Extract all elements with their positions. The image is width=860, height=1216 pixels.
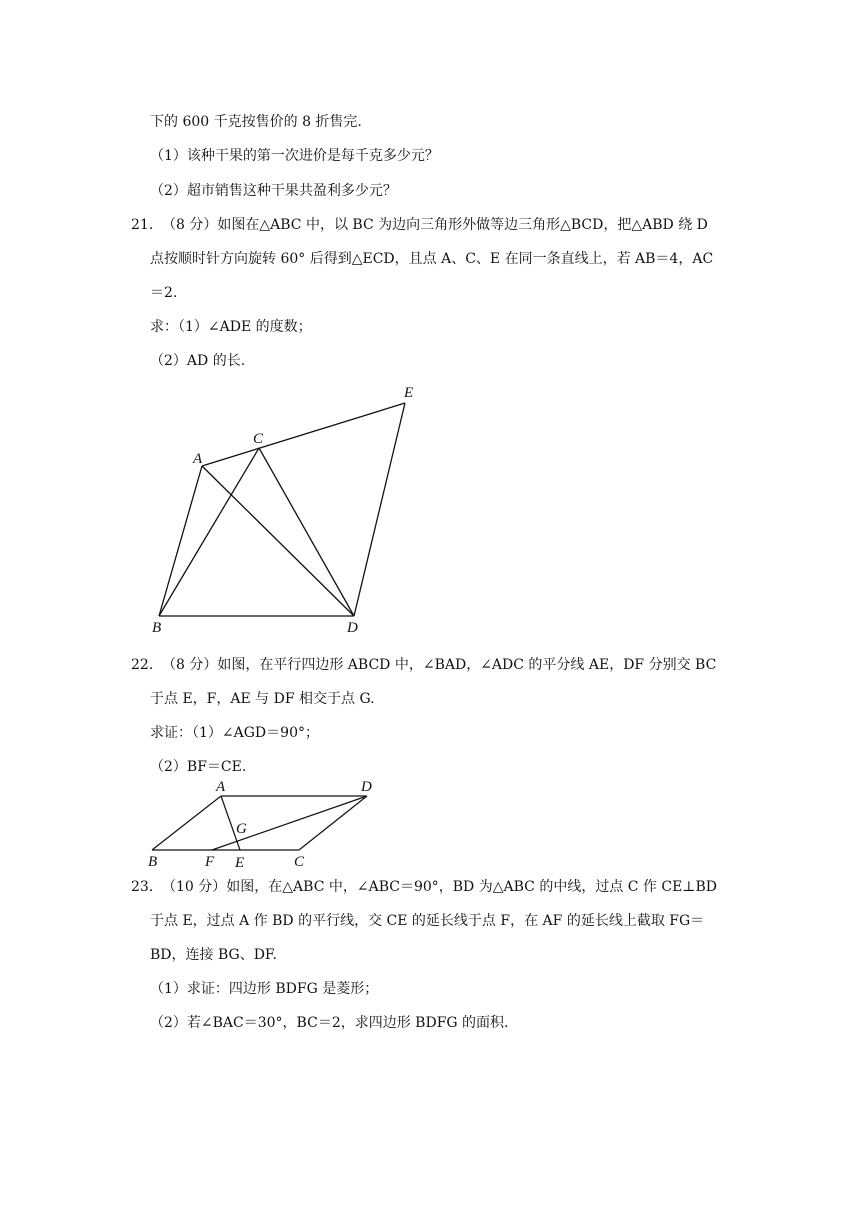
problem-22-number: 22． [131, 657, 163, 673]
segment-CD [299, 796, 367, 850]
problem-21-line-1: （8 分）如图在△ABC 中，以 BC 为边向三角形外做等边三角形△BCD，把△ABD 绕 D [162, 217, 708, 233]
problem-23-line-1: （10 分）如图，在△ABC 中，∠ABC＝90°，BD 为△ABC 的中线，过点 C 作 CE⊥BD [162, 879, 717, 895]
label-E: E [235, 855, 245, 871]
label-G: G [236, 821, 247, 837]
problem-22-ask-1: 求证：（1）∠AGD＝90°； [150, 725, 319, 741]
label-D: D [347, 620, 358, 636]
problem-22-line-1: （8 分）如图，在平行四边形 ABCD 中，∠BAD，∠ADC 的平分线 AE，DF 分别交 BC [162, 657, 717, 673]
problem-22-line-2: 于点 E，F，AE 与 DF 相交于点 G. [150, 691, 375, 707]
label-C: C [253, 431, 264, 447]
problem-23-ask-1: （1）求证：四边形 BDFG 是菱形； [150, 981, 379, 997]
problem-21-number: 21． [131, 217, 163, 233]
problem-21-ask-1: 求：（1）∠ADE 的度数； [150, 319, 312, 335]
label-B: B [152, 620, 162, 636]
label-F: F [205, 854, 215, 870]
problem-21-line-3: ＝2. [150, 285, 178, 301]
problem-22-ask-2: （2）BF＝CE. [150, 759, 247, 775]
problem-21-ask-2: （2）AD 的长. [150, 353, 246, 369]
problem-21-line-2: 点按顺时针方向旋转 60° 后得到△ECD，且点 A、C、E 在同一条直线上，若 AB＝4，AC [150, 251, 714, 267]
problem-23-line-2: 于点 E，过点 A 作 BD 的平行线，交 CE 的延长线于点 F，在 AF 的延长线上截取 FG＝ [150, 913, 705, 929]
label-A: A [216, 779, 226, 795]
label-B: B [148, 854, 158, 870]
label-C: C [294, 854, 305, 870]
intro-question-2: （2）超市销售这种干果共盈利多少元？ [150, 183, 397, 199]
segment-AB [152, 796, 221, 850]
intro-question-1: （1）该种干果的第一次进价是每千克多少元？ [150, 148, 439, 164]
problem-23-number: 23． [131, 879, 163, 895]
label-A: A [193, 451, 203, 467]
problem-23-ask-2: （2）若∠BAC＝30°，BC＝2，求四边形 BDFG 的面积. [150, 1015, 509, 1031]
label-E: E [404, 385, 414, 401]
label-D: D [361, 779, 372, 795]
problem-23-line-3: BD，连接 BG、DF. [150, 947, 277, 963]
intro-line: 下的 600 千克按售价的 8 折售完. [150, 114, 362, 130]
